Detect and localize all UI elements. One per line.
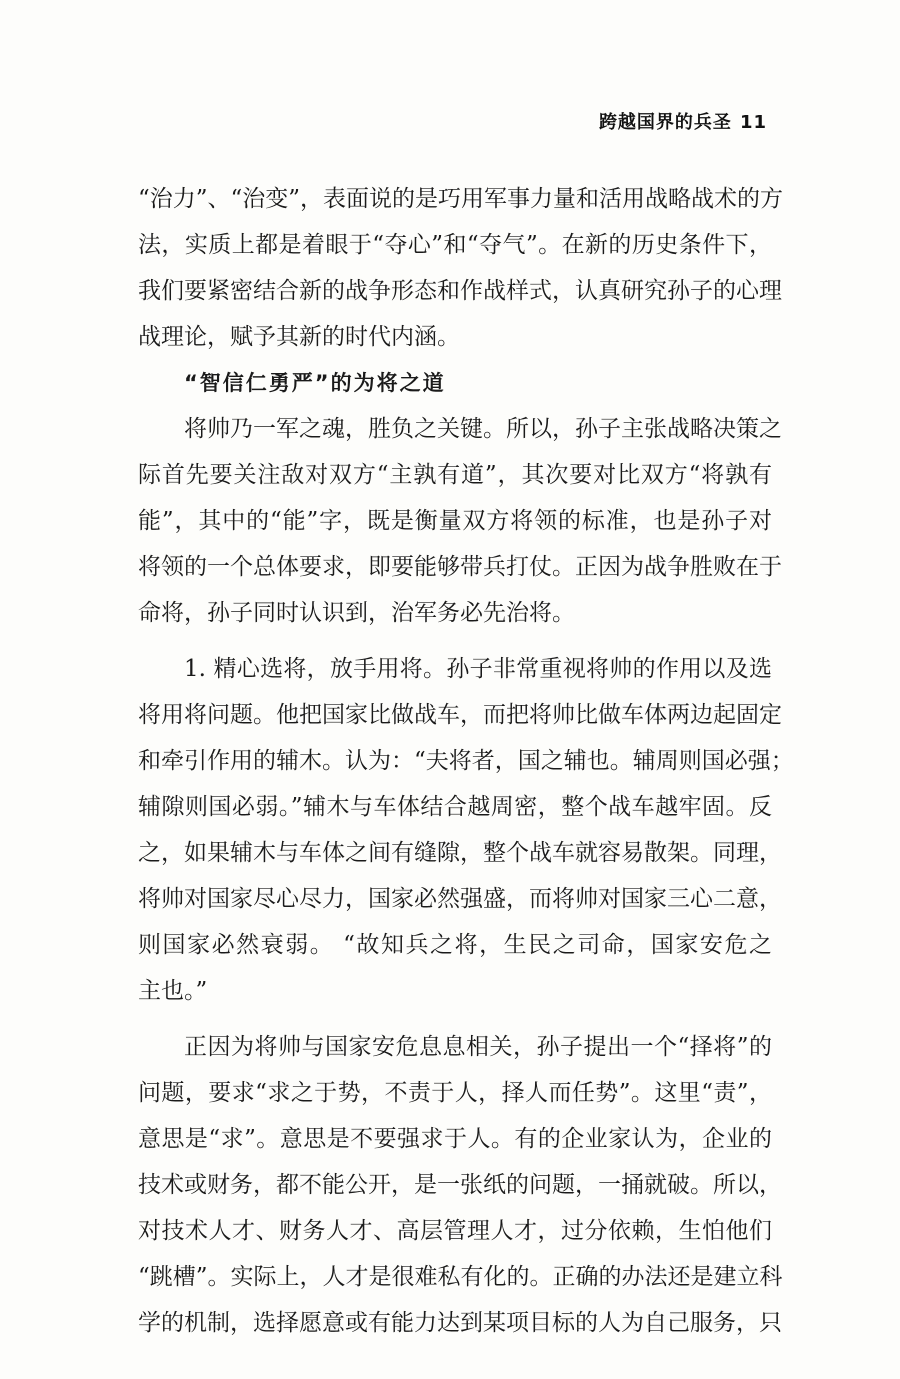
text-line: “跳槽”。实际上，人才是很难私有化的。正确的办法还是建立科 bbox=[138, 1264, 783, 1290]
text-line: 际首先要关注敌对双方“主孰有道”，其次要对比双方“将孰有 bbox=[138, 462, 772, 488]
text-line: 则国家必然衰弱。 “故知兵之将，生民之司命，国家安危之 bbox=[138, 932, 772, 958]
text-line: 能”，其中的“能”字，既是衡量双方将领的标准，也是孙子对 bbox=[138, 508, 772, 534]
text-line: “治力”、“治变”，表面说的是巧用军事力量和活用战略战术的方 bbox=[138, 186, 784, 212]
text-line: 将帅对国家尽心尽力，国家必然强盛，而将帅对国家三心二意， bbox=[138, 886, 782, 912]
paragraph bbox=[138, 646, 794, 1014]
text-line: 学的机制，选择愿意或有能力达到某项目标的人为自己服务，只 bbox=[138, 1310, 782, 1336]
text-line: 之，如果辅木与车体之间有缝隙，整个战车就容易散架。同理， bbox=[138, 840, 782, 866]
text-line: 法，实质上都是着眼于“夺心”和“夺气”。在新的历史条件下， bbox=[138, 232, 772, 258]
paragraph bbox=[138, 406, 782, 636]
text-line: 将领的一个总体要求，即要能够带兵打仗。正因为战争胜败在于 bbox=[138, 554, 782, 580]
text-line: 对技术人才、财务人才、高层管理人才，过分依赖，生怕他们 bbox=[138, 1218, 772, 1244]
running-head bbox=[599, 108, 767, 134]
text-line: 1. 精心选将，放手用将。孙子非常重视将帅的作用以及选 bbox=[184, 656, 772, 682]
body-text bbox=[138, 176, 794, 1346]
text-line: 战理论，赋予其新的时代内涵。 bbox=[138, 324, 460, 350]
text-line: 将用将问题。他把国家比做战车，而把将帅比做车体两边起固定 bbox=[138, 702, 782, 728]
text-line: 正因为将帅与国家安危息息相关，孙子提出一个“择将”的 bbox=[184, 1034, 772, 1060]
text-line: 将帅乃一军之魂，胜负之关键。所以，孙子主张战略决策之 bbox=[184, 416, 782, 442]
text-line: 我们要紧密结合新的战争形态和作战样式，认真研究孙子的心理 bbox=[138, 278, 782, 304]
text-line: 意思是“求”。意思是不要强求于人。有的企业家认为，企业的 bbox=[138, 1126, 772, 1152]
paragraph bbox=[138, 176, 784, 360]
text-line: 问题，要求“求之于势，不责于人，择人而任势”。这里“责”， bbox=[138, 1080, 772, 1106]
paragraph bbox=[138, 1024, 783, 1346]
text-line: 辅隙则国必弱。”辅木与车体结合越周密，整个战车越牢固。反 bbox=[138, 794, 772, 820]
text-line: 命将，孙子同时认识到，治军务必先治将。 bbox=[138, 600, 575, 626]
running-head-title: 跨越国界的兵圣 bbox=[598, 112, 732, 133]
text-line: 和牵引作用的辅木。认为：“夫将者，国之辅也。辅周则国必强； bbox=[138, 748, 794, 774]
text-line: 技术或财务，都不能公开，是一张纸的问题，一捅就破。所以， bbox=[138, 1172, 782, 1198]
page-number: 11 bbox=[739, 112, 767, 133]
section-heading: “智信仁勇严”的为将之道 bbox=[184, 371, 446, 395]
text-line: 主也。” bbox=[138, 978, 208, 1004]
